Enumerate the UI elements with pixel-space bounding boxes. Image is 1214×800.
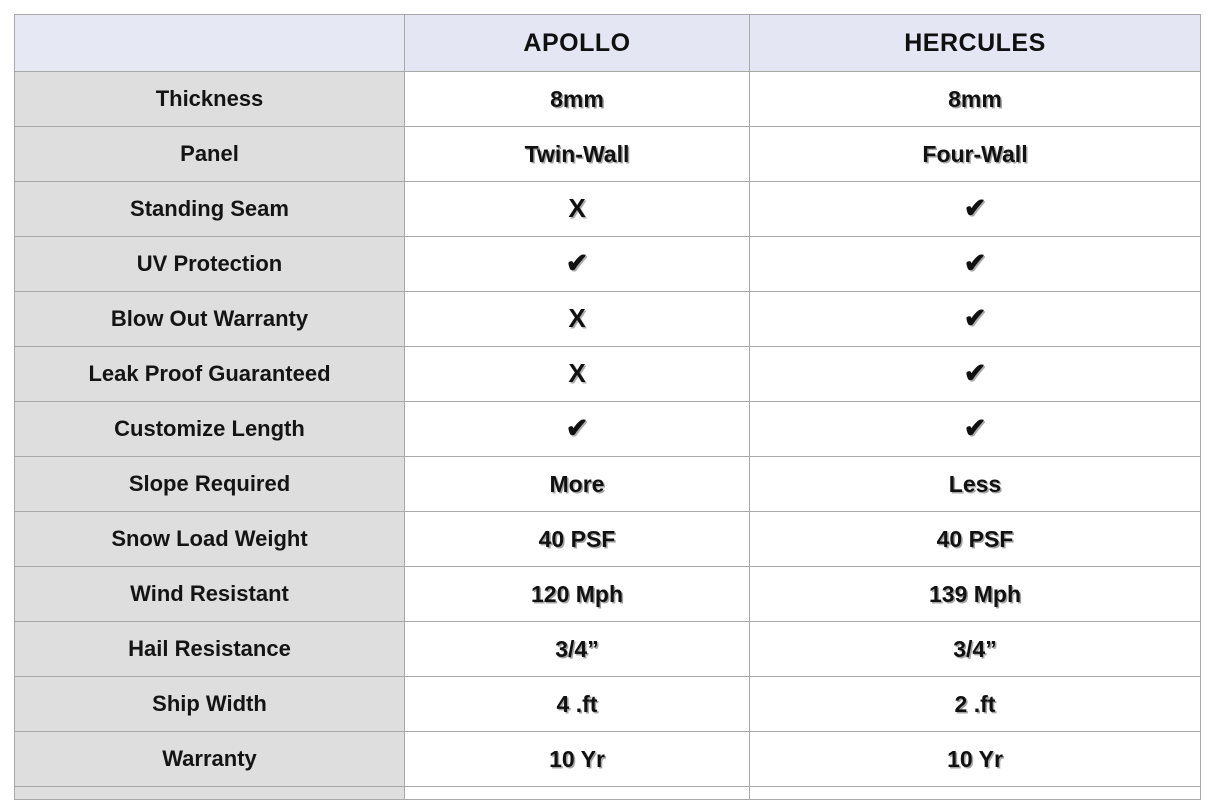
cell-apollo-blow-out-warranty [405, 292, 750, 347]
cell-apollo-hail-resistance [405, 622, 750, 677]
cell-value: More [549, 470, 605, 497]
cell-apollo-ship-width [405, 677, 750, 732]
table-row [15, 512, 1201, 567]
table-row [15, 127, 1201, 182]
cross-icon: X [568, 303, 586, 333]
table-header-row [15, 15, 1201, 72]
cell-value: Four-Wall [922, 140, 1028, 167]
cell-apollo-customize-length [405, 402, 750, 457]
table-row [15, 677, 1201, 732]
column-header-hercules: HERCULES [750, 15, 1201, 72]
cell-hercules-slope-required [750, 457, 1201, 512]
row-label-partial [15, 787, 405, 800]
cell-apollo-leak-proof-guaranteed [405, 347, 750, 402]
cross-icon: X [568, 193, 586, 223]
row-label-customize-length: Customize Length [15, 402, 405, 457]
check-icon: ✔ [963, 248, 987, 278]
cell-apollo-panel [405, 127, 750, 182]
row-label-wind-resistant: Wind Resistant [15, 567, 405, 622]
row-label-leak-proof-guaranteed: Leak Proof Guaranteed [15, 347, 405, 402]
comparison-page [0, 14, 1214, 793]
cell-apollo-standing-seam [405, 182, 750, 237]
cell-value: 40 PSF [538, 525, 616, 552]
cell-apollo-snow-load-weight [405, 512, 750, 567]
row-label-standing-seam: Standing Seam [15, 182, 405, 237]
check-icon: ✔ [963, 358, 987, 388]
cell-hercules-ship-width [750, 677, 1201, 732]
column-header-apollo: APOLLO [405, 15, 750, 72]
cell-value: 40 PSF [936, 525, 1014, 552]
row-label-warranty: Warranty [15, 732, 405, 787]
row-label-hail-resistance: Hail Resistance [15, 622, 405, 677]
table-row [15, 567, 1201, 622]
table-row [15, 622, 1201, 677]
table-row [15, 732, 1201, 787]
table-row [15, 457, 1201, 512]
cell-apollo-thickness [405, 72, 750, 127]
table-row [15, 237, 1201, 292]
table-row [15, 72, 1201, 127]
cell-value: 3/4” [953, 635, 997, 662]
cell-apollo-slope-required [405, 457, 750, 512]
cell-apollo-warranty [405, 732, 750, 787]
cell-hercules-snow-load-weight [750, 512, 1201, 567]
cell-value: Less [948, 470, 1002, 497]
cell-hercules-leak-proof-guaranteed [750, 347, 1201, 402]
row-label-snow-load-weight: Snow Load Weight [15, 512, 405, 567]
check-icon: ✔ [565, 248, 589, 278]
cell-value: 139 Mph [928, 580, 1022, 607]
product-comparison-table [14, 14, 1201, 800]
row-label-ship-width: Ship Width [15, 677, 405, 732]
row-label-blow-out-warranty: Blow Out Warranty [15, 292, 405, 347]
row-label-thickness: Thickness [15, 72, 405, 127]
row-label-uv-protection: UV Protection [15, 237, 405, 292]
cell-value: 120 Mph [530, 580, 624, 607]
cell-hercules-warranty [750, 732, 1201, 787]
cell-value: 3/4” [555, 635, 599, 662]
cell-value: Twin-Wall [524, 140, 630, 167]
check-icon: ✔ [565, 413, 589, 443]
cell-hercules-standing-seam [750, 182, 1201, 237]
cell-value: 8mm [550, 85, 604, 112]
cell-hercules-partial [750, 787, 1201, 800]
cell-hercules-blow-out-warranty [750, 292, 1201, 347]
cell-value: 4 .ft [556, 690, 598, 717]
cell-value: 2 .ft [954, 690, 996, 717]
cell-hercules-uv-protection [750, 237, 1201, 292]
table-header [15, 15, 1201, 72]
cell-apollo-wind-resistant [405, 567, 750, 622]
check-icon: ✔ [963, 303, 987, 333]
table-body [15, 72, 1201, 800]
check-icon: ✔ [963, 193, 987, 223]
table-row [15, 402, 1201, 457]
cell-hercules-thickness [750, 72, 1201, 127]
cell-hercules-panel [750, 127, 1201, 182]
cell-value: 8mm [948, 85, 1002, 112]
check-icon: ✔ [963, 413, 987, 443]
column-header-feature [15, 15, 405, 72]
cell-apollo-uv-protection [405, 237, 750, 292]
cell-hercules-customize-length [750, 402, 1201, 457]
cell-value: 10 Yr [947, 745, 1003, 772]
row-label-slope-required: Slope Required [15, 457, 405, 512]
cell-hercules-hail-resistance [750, 622, 1201, 677]
row-label-panel: Panel [15, 127, 405, 182]
cell-apollo-partial [405, 787, 750, 800]
cell-hercules-wind-resistant [750, 567, 1201, 622]
cross-icon: X [568, 358, 586, 388]
table-row [15, 347, 1201, 402]
table-row-partial [15, 787, 1201, 800]
table-row [15, 292, 1201, 347]
cell-value: 10 Yr [549, 745, 605, 772]
table-row [15, 182, 1201, 237]
